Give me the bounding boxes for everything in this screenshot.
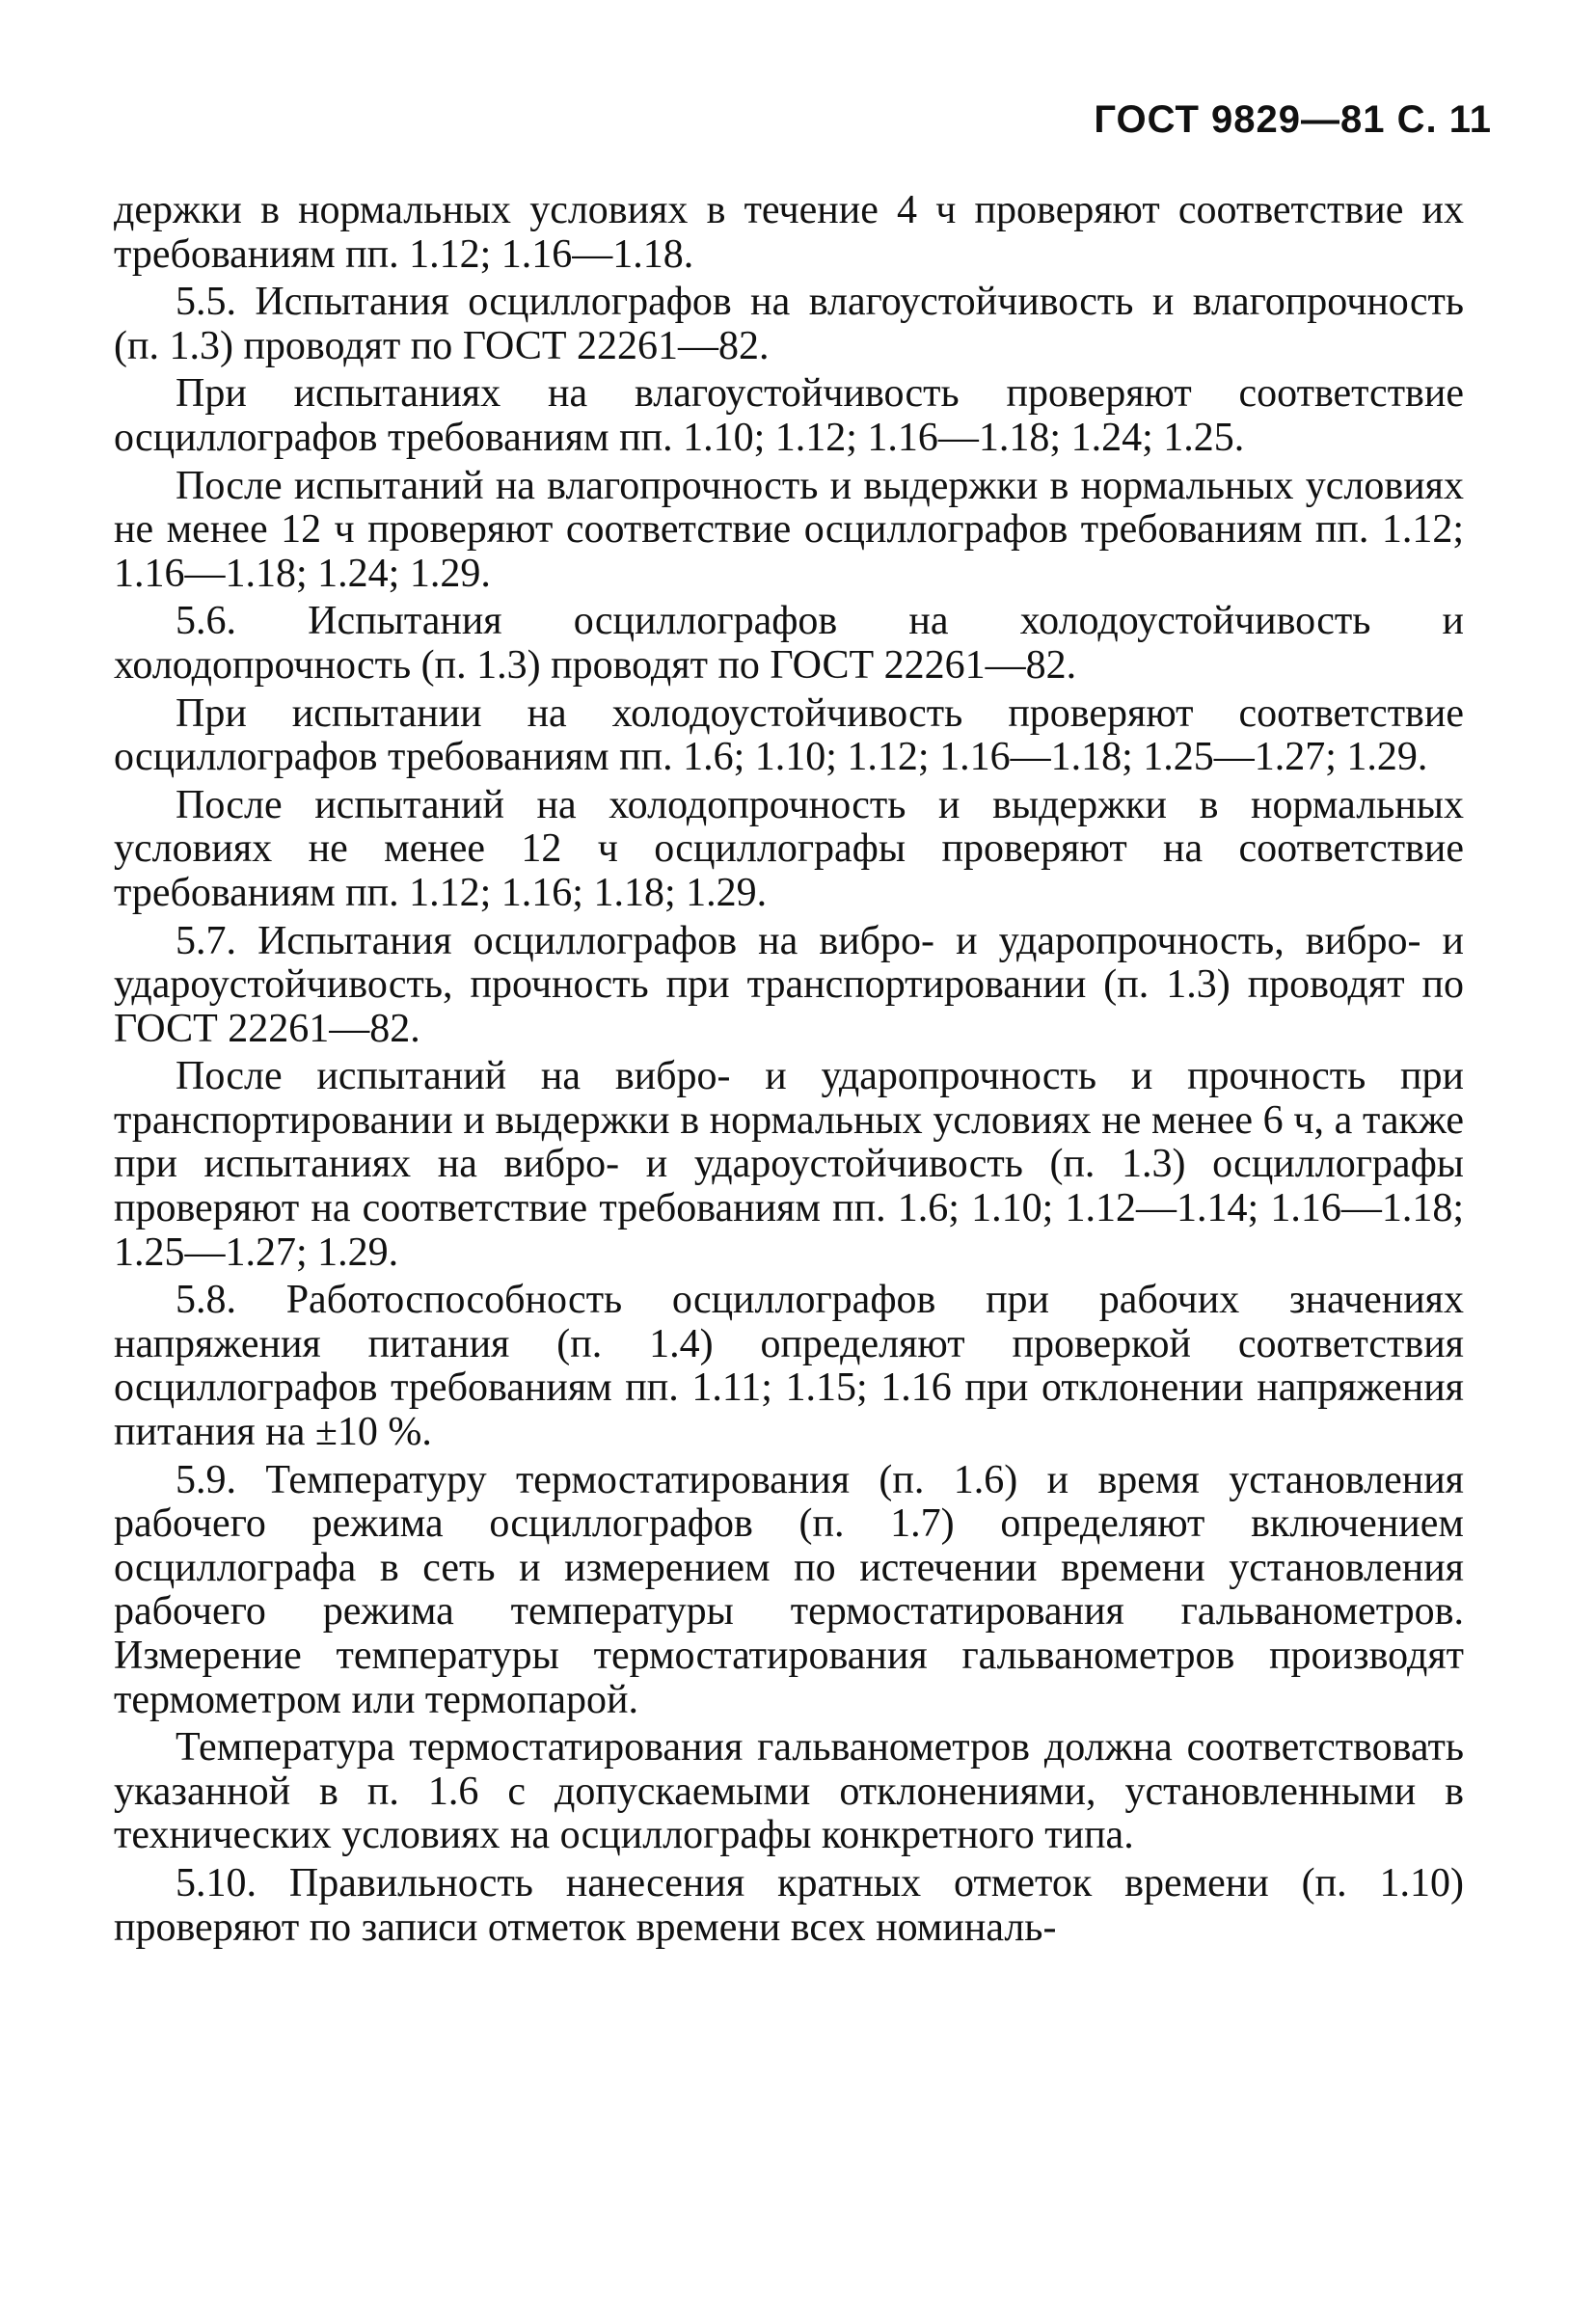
paragraph: После испытаний на холодопрочность и выдержки в нормальных условиях не менее 12 ч осциллографы проверяют на соответствие требованиям пп. 1.12; 1.16; 1.18; 1.29. — [114, 782, 1464, 915]
body-text — [114, 189, 1464, 1954]
paragraph: При испытании на холодоустойчивость проверяют соответствие осциллографов требованиям пп. 1.6; 1.10; 1.12; 1.16—1.18; 1.25—1.27; 1.29. — [114, 690, 1464, 780]
paragraph: 5.7. Испытания осциллографов на вибро- и ударопрочность, вибро- и удароустойчивость, прочность при транспортировании (п. 1.3) проводят по ГОСТ 22261—82. — [114, 918, 1464, 1051]
paragraph: 5.9. Температуру термостатирования (п. 1.6) и время установления рабочего режима осциллографов (п. 1.7) определяют включением осциллографа в сеть и измерением по истечении времени установления рабочего режима температуры термостатирования гальванометров. Измерение температуры термостатирования гальванометров производят термометром или термопарой. — [114, 1457, 1464, 1722]
paragraph: Температура термостатирования гальванометров должна соответствовать указанной в п. 1.6 с допускаемыми отклонениями, установленными в технических условиях на осциллографы конкретного типа. — [114, 1725, 1464, 1858]
page-header: ГОСТ 9829—81 С. 11 — [1094, 98, 1492, 141]
paragraph: 5.8. Работоспособность осциллографов при рабочих значениях напряжения питания (п. 1.4) определяют проверкой соответствия осциллографов требованиям пп. 1.11; 1.15; 1.16 при отклонении напряжения питания на ±10 %. — [114, 1278, 1464, 1455]
paragraph: 5.6. Испытания осциллографов на холодоустойчивость и холодопрочность (п. 1.3) проводят по ГОСТ 22261—82. — [114, 599, 1464, 688]
paragraph: После испытаний на влагопрочность и выдержки в нормальных условиях не менее 12 ч проверяют соответствие осциллографов требованиям пп. 1.12; 1.16—1.18; 1.24; 1.29. — [114, 463, 1464, 596]
paragraph: держки в нормальных условиях в течение 4 ч проверяют соответствие их требованиям пп. 1.12; 1.16—1.18. — [114, 188, 1464, 277]
paragraph: После испытаний на вибро- и ударопрочность и прочность при транспортировании и выдержки в нормальных условиях не менее 6 ч, а также при испытаниях на вибро- и удароустойчивость (п. 1.3) осциллографы проверяют на соответствие требованиям пп. 1.6; 1.10; 1.12—1.14; 1.16—1.18; 1.25—1.27; 1.29. — [114, 1054, 1464, 1275]
paragraph: 5.5. Испытания осциллографов на влагоустойчивость и влагопрочность (п. 1.3) проводят по ГОСТ 22261—82. — [114, 280, 1464, 368]
paragraph: При испытаниях на влагоустойчивость проверяют соответствие осциллографов требованиям пп. 1.10; 1.12; 1.16—1.18; 1.24; 1.25. — [114, 371, 1464, 460]
paragraph: 5.10. Правильность нанесения кратных отметок времени (п. 1.10) проверяют по записи отметок времени всех номиналь- — [114, 1860, 1464, 1950]
